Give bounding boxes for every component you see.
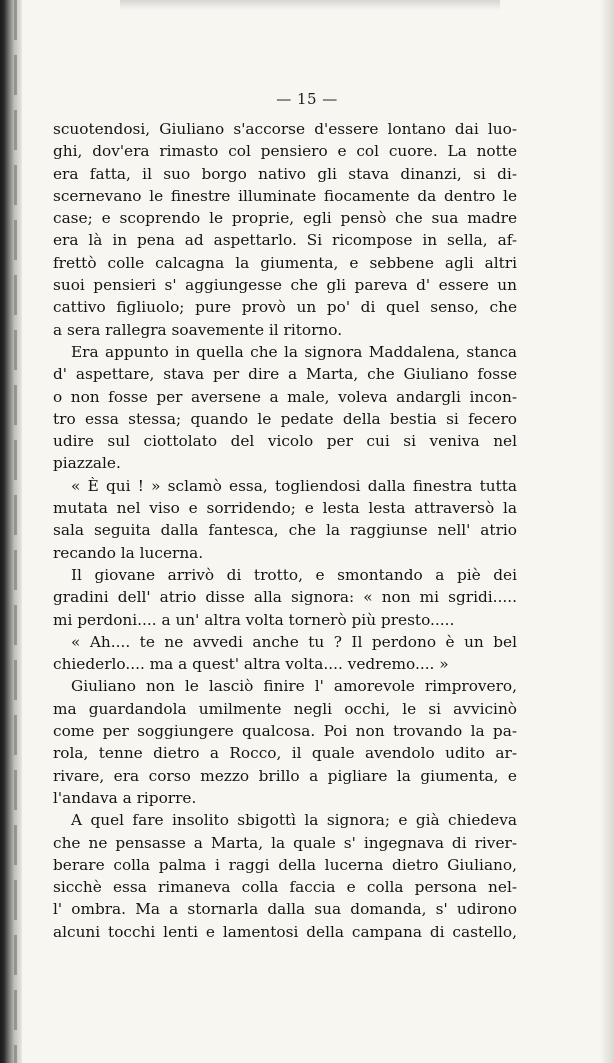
text-line: frettò colle calcagna la giumenta, e sebbene agli altri [53, 253, 517, 272]
text-line: cattivo figliuolo; pure provò un po' di quel senso, che [53, 298, 517, 317]
text-line: scernevano le finestre illuminate fiocamente da dentro le [53, 186, 517, 205]
text-line: chiederlo.... ma a quest' altra volta.... vedremo.... » [53, 655, 449, 674]
text-line: era là in pena ad aspettarlo. Si ricompose in sella, af- [53, 231, 517, 250]
text-line: piazzale. [53, 454, 121, 473]
page-right-edge [600, 0, 614, 1063]
text-line: « È qui ! » sclamò essa, togliendosi dalla finestra tutta [71, 476, 517, 495]
text-line: « Ah.... te ne avvedi anche tu ? Il perdono è un bel [71, 632, 517, 651]
text-line: ma guardandola umilmente negli occhi, le si avvicinò [53, 699, 517, 718]
text-line: Giuliano non le lasciò finire l' amorevole rimprovero, [71, 677, 517, 696]
text-line: come per soggiungere qualcosa. Poi non trovando la pa- [53, 722, 517, 741]
text-line: Era appunto in quella che la signora Maddalena, stanca [71, 342, 517, 361]
text-line: a sera rallegra soavemente il ritorno. [53, 320, 343, 339]
text-line: l' ombra. Ma a stornarla dalla sua domanda, s' udirono [53, 900, 517, 919]
text-line: d' aspettare, stava per dire a Marta, che Giuliano fosse [53, 365, 517, 384]
text-line: ghi, dov'era rimasto col pensiero e col cuore. La notte [53, 142, 517, 161]
text-line: suoi pensieri s' aggiungesse che gli pareva d' essere un [53, 276, 517, 295]
text-line: udire sul ciottolato del vicolo per cui si veniva nel [53, 432, 517, 451]
text-line: Il giovane arrivò di trotto, e smontando a piè dei [71, 565, 517, 584]
body-text [53, 118, 517, 943]
text-line: gradini dell' atrio disse alla signora: « non mi sgridi..... [53, 588, 517, 607]
scan-shadow [120, 0, 500, 10]
text-line: che ne pensasse a Marta, la quale s' ingegnava di river- [53, 833, 517, 852]
text-line: recando la lucerna. [53, 543, 204, 562]
text-line: rola, tenne dietro a Rocco, il quale avendolo udito ar- [53, 744, 517, 763]
text-line: scuotendosi, Giuliano s'accorse d'essere lontano dai luo- [53, 120, 517, 138]
text-line: mutata nel viso e sorridendo; e lesta lesta attraversò la [53, 499, 517, 518]
book-binding-edge [0, 0, 22, 1063]
text-line: mi perdoni.... a un' altra volta tornerò più presto..... [53, 610, 455, 629]
text-line: era fatta, il suo borgo nativo gli stava dinanzi, si di- [53, 164, 517, 183]
text-line: l'andava a riporre. [53, 788, 197, 807]
text-line: alcuni tocchi lenti e lamentosi della campana di castello, [53, 922, 517, 941]
text-line: case; e scoprendo le proprie, egli pensò che sua madre [53, 209, 517, 228]
text-line: A quel fare insolito sbigottì la signora; e già chiedeva [71, 811, 517, 830]
page-number: — 15 — [276, 90, 338, 108]
text-line: o non fosse per aversene a male, voleva andargli incon- [53, 387, 517, 406]
text-line: sala seguita dalla fantesca, che la raggiunse nell' atrio [53, 521, 517, 540]
text-line: rivare, era corso mezzo brillo a pigliare la giumenta, e [53, 766, 517, 785]
text-line: sicchè essa rimaneva colla faccia e colla persona nel- [53, 878, 517, 897]
text-line: berare colla palma i raggi della lucerna dietro Giuliano, [53, 855, 517, 874]
text-line: tro essa stessa; quando le pedate della bestia si fecero [53, 409, 517, 428]
